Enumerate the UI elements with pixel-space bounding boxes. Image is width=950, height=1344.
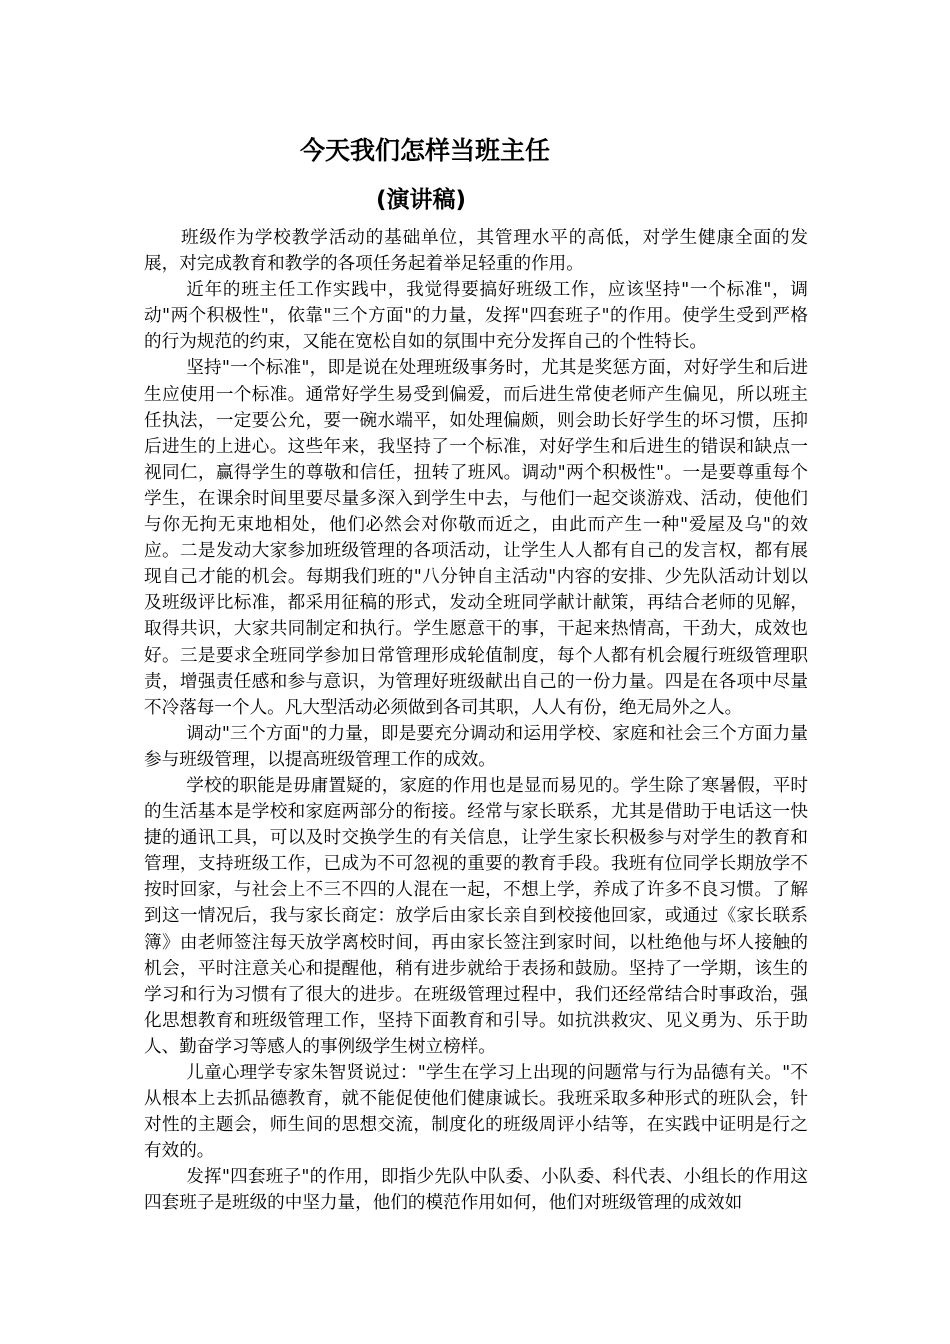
paragraph-intro: 班级作为学校教学活动的基础单位，其管理水平的高低，对学生健康全面的发展，对完成教育和教学的各项任务起着举足轻重的作用。 — [144, 228, 808, 275]
paragraph-four-teams: 发挥"四套班子"的作用，即指少先队中队委、小队委、科代表、小组长的作用这四套班子是班级的中坚力量，他们的模范作用如何，他们对班级管理的成效如 — [144, 1167, 808, 1214]
paragraph-moral-education: 儿童心理学专家朱智贤说过："学生在学习上出现的问题常与行为品德有关。"不从根本上去抓品德教育，就不能促使他们健康诚长。我班采取多种形式的班队会，针对性的主题会，师生间的思想交流，制度化的班级周评小结等，在实践中证明是行之有效的。 — [144, 1063, 808, 1162]
document-body — [144, 225, 808, 1217]
paragraph-school-family: 学校的职能是毋庸置疑的，家庭的作用也是显而易见的。学生除了寒暑假，平时的生活基本是学校和家庭两部分的衔接。经常与家长联系，尤其是借助于电话这一快捷的通讯工具，可以及时交换学生的有关信息，让学生家长积极参与对学生的教育和管理，支持班级工作，已成为不可忽视的重要的教育手段。我班有位同学长期放学不按时回家，与社会上不三不四的人混在一起，不想上学，养成了许多不良习惯。了解到这一情况后，我与家长商定：放学后由家长亲自到校接他回家，或通过《家长联系簿》由老师签注每天放学离校时间，再由家长签注到家时间，以杜绝他与坏人接触的机会，平时注意关心和提醒他，稍有进步就给于表扬和鼓励。坚持了一学期，该生的学习和行为习惯有了很大的进步。在班级管理过程中，我们还经常结合时事政治，强化思想教育和班级管理工作，坚持下面教育和引导。如抗洪救灾、见义勇为、乐于助人、勤奋学习等感人的事例级学生树立榜样。 — [144, 775, 808, 1057]
document-title: 今天我们怎样当班主任 — [300, 136, 551, 165]
document-subtitle: (演讲稿) — [376, 187, 467, 213]
paragraph-one-standard: 坚持"一个标准"，即是说在处理班级事务时，尤其是奖惩方面，对好学生和后进生应使用一个标准。通常好学生易受到偏爱，而后进生常使老师产生偏见，所以班主任执法，一定要公允，要一碗水端平，如处理偏颇，则会助长好学生的坏习惯，压抑后进生的上进心。这些年来，我坚持了一个标准，对好学生和后进生的错误和缺点一视同仁，赢得学生的尊敬和信任，扭转了班风。调动"两个积极性"。一是要尊重每个学生，在课余时间里要尽量多深入到学生中去，与他们一起交谈游戏、活动，使他们与你无拘无束地相处，他们必然会对你敬而近之，由此而产生一种"爱屋及乌"的效应。二是发动大家参加班级管理的各项活动，让学生人人都有自己的发言权，都有展现自己才能的机会。每期我们班的"八分钟自主活动"内容的安排、少先队活动计划以及班级评比标准，都采用征稿的形式，发动全班同学献计献策，再结合老师的见解，取得共识，大家共同制定和执行。学生愿意干的事，干起来热情高，干劲大，成效也好。三是要求全班同学参加日常管理形成轮值制度，每个人都有机会履行班级管理职责，增强责任感和参与意识，为管理好班级献出自己的一份力量。四是在各项中尽量不冷落每一个人。凡大型活动必须做到各司其职，人人有份，绝无局外之人。 — [144, 358, 808, 718]
paragraph-three-aspects: 调动"三个方面"的力量，即是要充分调动和运用学校、家庭和社会三个方面力量参与班级管理，以提高班级管理工作的成效。 — [144, 723, 808, 770]
paragraph-overview: 近年的班主任工作实践中，我觉得要搞好班级工作，应该坚持"一个标准"，调动"两个积极性"，依靠"三个方面"的力量，发挥"四套班子"的作用。使学生受到严格的行为规范的约束，又能在宽松自如的氛围中充分发挥自己的个性特长。 — [144, 280, 808, 353]
